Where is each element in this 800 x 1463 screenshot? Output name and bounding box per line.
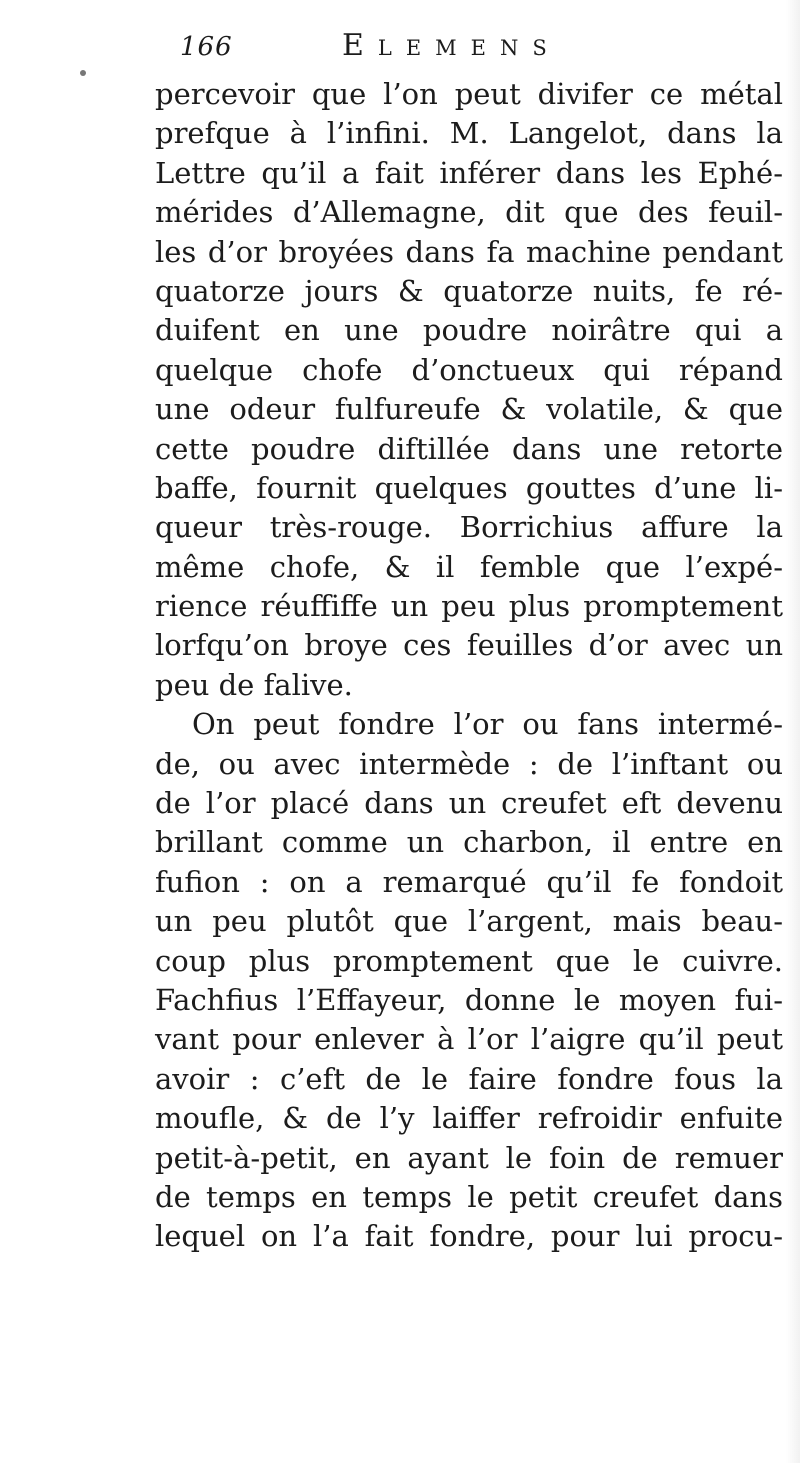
text-line: un peu plutôt que l’argent, mais beau-	[155, 904, 783, 939]
text-line: fufion : on a remarqué qu’il fe fondoit	[155, 864, 783, 899]
text-line: Fachfius l’Effayeur, donne le moyen fui-	[155, 982, 783, 1017]
text-line: vant pour enlever à l’or l’aigre qu’il peut	[155, 1022, 783, 1057]
text-line: de, ou avec intermède : de l’inftant ou	[155, 746, 783, 781]
text-line: baffe, fournit quelques gouttes d’une li-	[155, 470, 783, 505]
text-line: peu de falive.	[155, 667, 353, 702]
text-line: de temps en temps le petit creufet dans	[155, 1179, 783, 1214]
text-line: mérides d’Allemagne, dit que des feuil-	[155, 195, 783, 230]
page-header	[155, 28, 655, 72]
text-line: queur très-rouge. Borrichius affure la	[155, 510, 783, 545]
text-line: rience réuffiffe un peu plus promptement	[155, 589, 783, 624]
text-line: duifent en une poudre noirâtre qui a	[155, 313, 783, 348]
running-title: Elemens	[342, 28, 561, 63]
text-line: lequel on l’a fait fondre, pour lui procu-	[155, 1219, 783, 1254]
text-line: coup plus promptement que le cuivre.	[155, 943, 783, 978]
body-text	[155, 75, 795, 1257]
page-number: 166	[180, 32, 233, 62]
text-line: lorfqu’on broye ces feuilles d’or avec un	[155, 628, 783, 663]
text-line: petit-à-petit, en ayant le foin de remuer	[155, 1140, 783, 1175]
text-line: moufle, & de l’y laiffer refroidir enfuite	[155, 1101, 783, 1136]
text-line: de l’or placé dans un creufet eft devenu	[155, 786, 783, 821]
text-line: une odeur fulfureufe & volatile, & que	[155, 392, 783, 427]
ink-mark	[80, 70, 86, 76]
text-line: quelque chofe d’onctueux qui répand	[155, 352, 783, 387]
text-line: les d’or broyées dans fa machine pendant	[155, 234, 783, 269]
text-line: percevoir que l’on peut divifer ce métal	[155, 77, 783, 111]
text-line: prefque à l’infini. M. Langelot, dans la	[155, 116, 783, 151]
text-line: quatorze jours & quatorze nuits, fe ré-	[155, 273, 783, 308]
text-line: avoir : c’eft de le faire fondre fous la	[155, 1061, 783, 1096]
paragraph-first-line: On peut fondre l’or ou fans intermé-	[192, 707, 783, 742]
text-line: cette poudre diftillée dans une retorte	[155, 431, 783, 466]
text-line: Lettre qu’il a fait inférer dans les Ephé-	[155, 155, 783, 190]
text-line: brillant comme un charbon, il entre en	[155, 825, 783, 860]
text-line: même chofe, & il femble que l’expé-	[155, 549, 783, 584]
